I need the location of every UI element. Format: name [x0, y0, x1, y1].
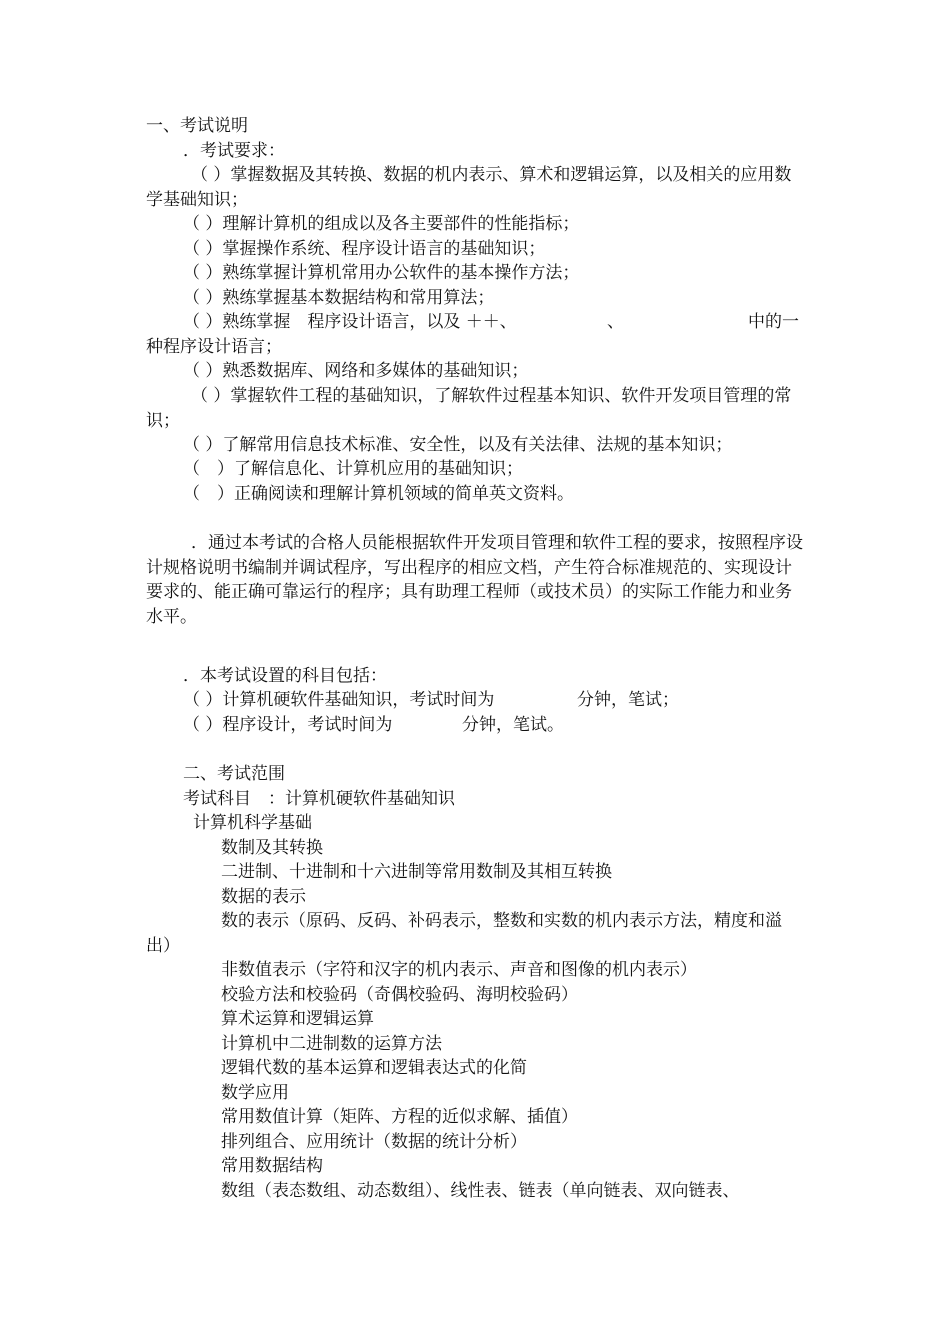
- subject-2-label: （ ）程序设计，考试时间为: [183, 715, 393, 735]
- subject-1-format: 分钟，笔试；: [577, 690, 679, 710]
- outline-item: 常用数据结构: [221, 1156, 323, 1176]
- subject-1-label: （ ）计算机硬软件基础知识，考试时间为: [183, 690, 495, 710]
- requirements-title: ．考试要求：: [183, 141, 285, 161]
- requirement-item: （ ）掌握操作系统、程序设计语言的基础知识；: [183, 239, 546, 259]
- exam-subject-line: 考试科目 ：计算机硬软件基础知识: [183, 789, 455, 809]
- requirement-item: （ ）熟练掌握基本数据结构和常用算法；: [183, 288, 495, 308]
- section-heading-1: 一、考试说明: [146, 116, 248, 136]
- requirement-item: （ ）了解常用信息技术标准、安全性，以及有关法律、法规的基本知识；: [183, 435, 733, 455]
- subject-2-format: 分钟，笔试。: [462, 715, 564, 735]
- outline-item: 数的表示（原码、反码、补码表示，整数和实数的机内表示方法，精度和溢出）: [146, 911, 782, 956]
- outline-item: 排列组合、应用统计（数据的统计分析）: [221, 1132, 527, 1152]
- requirement-item-language-part3: 中的一: [748, 312, 799, 332]
- outline-item: 校验方法和校验码（奇偶校验码、海明校验码）: [221, 985, 578, 1005]
- requirement-item-language-part1: （ ）熟练掌握 程序设计语言，以及 ＋＋、: [183, 312, 517, 332]
- requirement-item: （ ）理解计算机的组成以及各主要部件的性能指标；: [183, 214, 580, 234]
- requirement-item-language-part2: 、: [607, 312, 624, 332]
- outline-item: 二进制、十进制和十六进制等常用数制及其相互转换: [221, 862, 612, 882]
- requirement-item: （ ）了解信息化、计算机应用的基础知识；: [183, 459, 523, 479]
- exam-goal-paragraph: ．通过本考试的合格人员能根据软件开发项目管理和软件工程的要求，按照程序设计规格说明书编制并调试程序，写出程序的相应文档，产生符合标准规范的、实现设计要求的、能正确可靠运行的程序；具有助理工程师（或技术员）的实际工作能力和业务水平。: [146, 533, 803, 627]
- requirement-item: （ ）正确阅读和理解计算机领域的简单英文资料。: [183, 484, 574, 504]
- outline-item: 算术运算和逻辑运算: [221, 1009, 374, 1029]
- outline-item: 非数值表示（字符和汉字的机内表示、声音和图像的机内表示）: [221, 960, 697, 980]
- outline-item: 逻辑代数的基本运算和逻辑表达式的化简: [221, 1058, 527, 1078]
- section-heading-2: 二、考试范围: [183, 764, 285, 784]
- requirement-item: （ ）掌握软件工程的基础知识，了解软件过程基本知识、软件开发项目管理的常识；: [146, 386, 792, 431]
- outline-item: 数制及其转换: [221, 838, 323, 858]
- requirement-item-language-cont: 种程序设计语言；: [146, 337, 282, 357]
- outline-item: 数组（表态数组、动态数组）、线性表、链表（单向链表、双向链表、: [221, 1181, 740, 1201]
- requirement-item: （ ）熟练掌握计算机常用办公软件的基本操作方法；: [183, 263, 580, 283]
- outline-item: 数学应用: [221, 1083, 289, 1103]
- outline-item: 计算机中二进制数的运算方法: [221, 1034, 442, 1054]
- requirement-item: （ ）熟悉数据库、网络和多媒体的基础知识；: [183, 361, 529, 381]
- outline-item: 数据的表示: [221, 887, 306, 907]
- requirement-item: （ ）掌握数据及其转换、数据的机内表示、算术和逻辑运算，以及相关的应用数学基础知识；: [146, 165, 792, 210]
- outline-item: 常用数值计算（矩阵、方程的近似求解、插值）: [221, 1107, 578, 1127]
- subjects-title: ．本考试设置的科目包括：: [183, 666, 387, 686]
- topic-title: 计算机科学基础: [193, 813, 312, 833]
